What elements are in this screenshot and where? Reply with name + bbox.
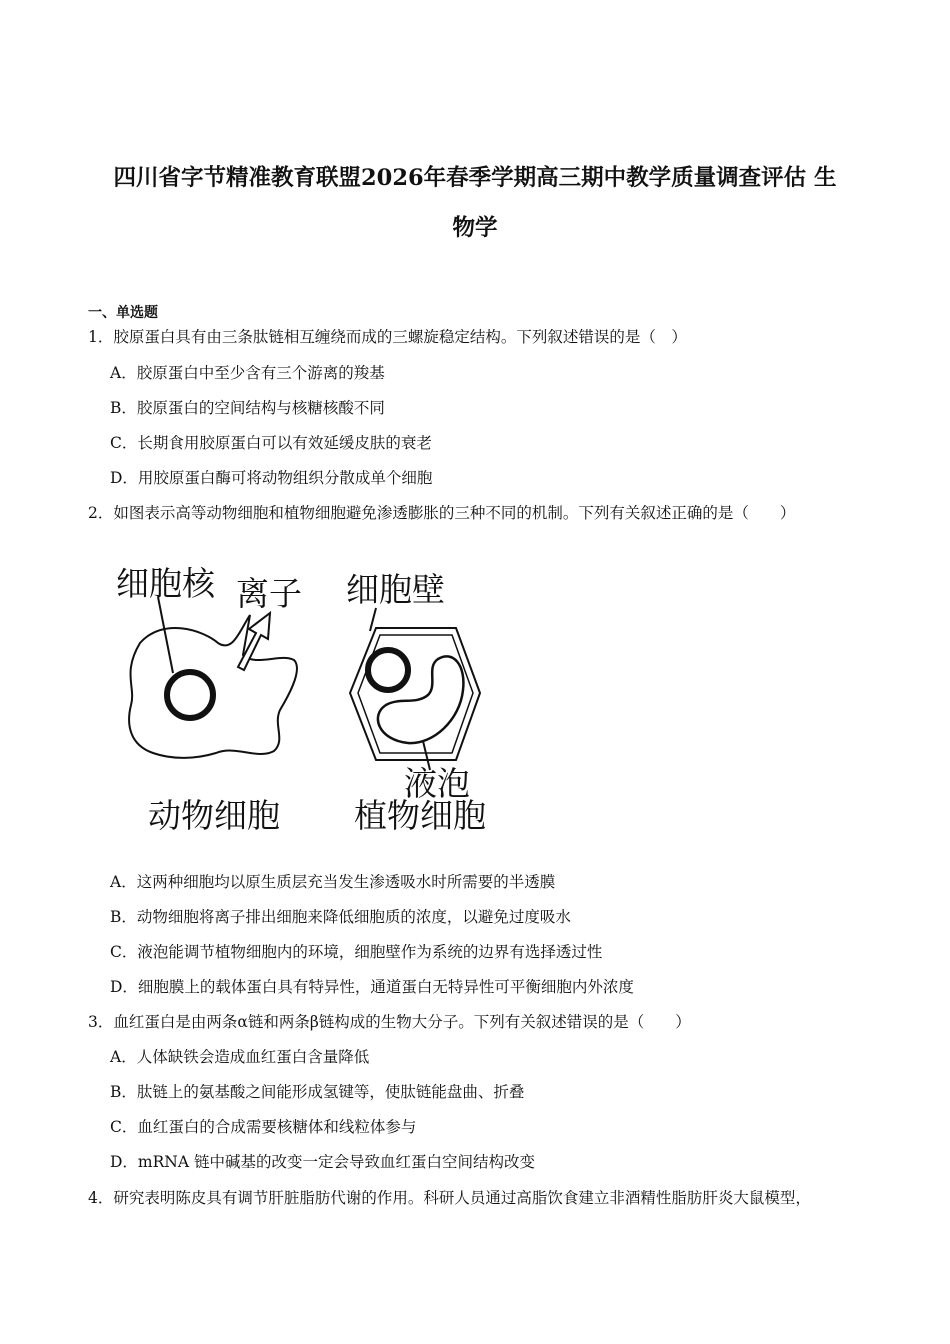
q1-option-c: C．长期食用胶原蛋白可以有效延缓皮肤的衰老	[110, 434, 432, 452]
question-3	[88, 1012, 691, 1032]
q1-option-a: A．胶原蛋白中至少含有三个游离的羧基	[110, 364, 385, 382]
document-title-line-1: 四川省字节精准教育联盟2026年春季学期高三期中教学质量调查评估 生	[113, 165, 837, 191]
plant-cell-label: 植物细胞	[354, 796, 486, 835]
question-text: 如图表示高等动物细胞和植物细胞避免渗透膨胀的三种不同的机制。下列有关叙述正确的是（ ）	[113, 504, 796, 522]
plant-nucleus	[368, 650, 408, 690]
q3-option-d: D．mRNA 链中碱基的改变一定会导致血红蛋白空间结构改变	[110, 1153, 535, 1171]
cell-wall-pointer	[370, 608, 376, 631]
cell-wall-label: 细胞壁	[346, 570, 445, 609]
q1-option-b: B．胶原蛋白的空间结构与核糖核酸不同	[110, 399, 385, 417]
ion-label: 离子	[236, 574, 302, 613]
question-number: 4．	[88, 1189, 114, 1207]
question-number: 2．	[88, 504, 114, 522]
osmosis-cells-figure	[108, 555, 508, 840]
q1-option-d: D．用胶原蛋白酶可将动物组织分散成单个细胞	[110, 469, 433, 487]
question-4	[88, 1188, 811, 1208]
q2-option-b: B．动物细胞将离子排出细胞来降低细胞质的浓度，以避免过度吸水	[110, 908, 571, 926]
animal-nucleus	[167, 672, 213, 718]
q3-option-b: B．肽链上的氨基酸之间能形成氢键等，使肽链能盘曲、折叠	[110, 1083, 525, 1101]
animal-cell-label: 动物细胞	[148, 796, 280, 835]
ion-arrow-icon	[238, 613, 270, 670]
plant-cell-wall	[350, 628, 480, 760]
nucleus-label: 细胞核	[116, 564, 215, 603]
document-title-line-2: 物学	[452, 215, 498, 241]
question-text: 胶原蛋白具有由三条肽链相互缠绕而成的三螺旋稳定结构。下列叙述错误的是（ ）	[113, 328, 687, 346]
question-1	[88, 327, 687, 347]
question-text: 研究表明陈皮具有调节肝脏脂肪代谢的作用。科研人员通过高脂饮食建立非酒精性脂肪肝炎大鼠模型，	[113, 1189, 811, 1207]
q3-option-a: A．人体缺铁会造成血红蛋白含量降低	[110, 1048, 370, 1066]
question-2	[88, 503, 795, 523]
nucleus-pointer	[158, 597, 173, 673]
q3-option-c: C．血红蛋白的合成需要核糖体和线粒体参与	[110, 1118, 417, 1136]
vacuole-label: 液泡	[404, 764, 470, 803]
question-text: 血红蛋白是由两条α链和两条β链构成的生物大分子。下列有关叙述错误的是（ ）	[113, 1013, 691, 1031]
question-number: 3．	[88, 1013, 114, 1031]
plant-vacuole	[378, 656, 464, 743]
question-number: 1．	[88, 328, 114, 346]
q2-option-a: A．这两种细胞均以原生质层充当发生渗透吸水时所需要的半透膜	[110, 873, 556, 891]
q2-option-d: D．细胞膜上的载体蛋白具有特异性，通道蛋白无特异性可平衡细胞内外浓度	[110, 978, 634, 996]
q2-option-c: C．液泡能调节植物细胞内的环境，细胞壁作为系统的边界有选择透过性	[110, 943, 603, 961]
section-heading: 一、单选题	[88, 305, 158, 321]
